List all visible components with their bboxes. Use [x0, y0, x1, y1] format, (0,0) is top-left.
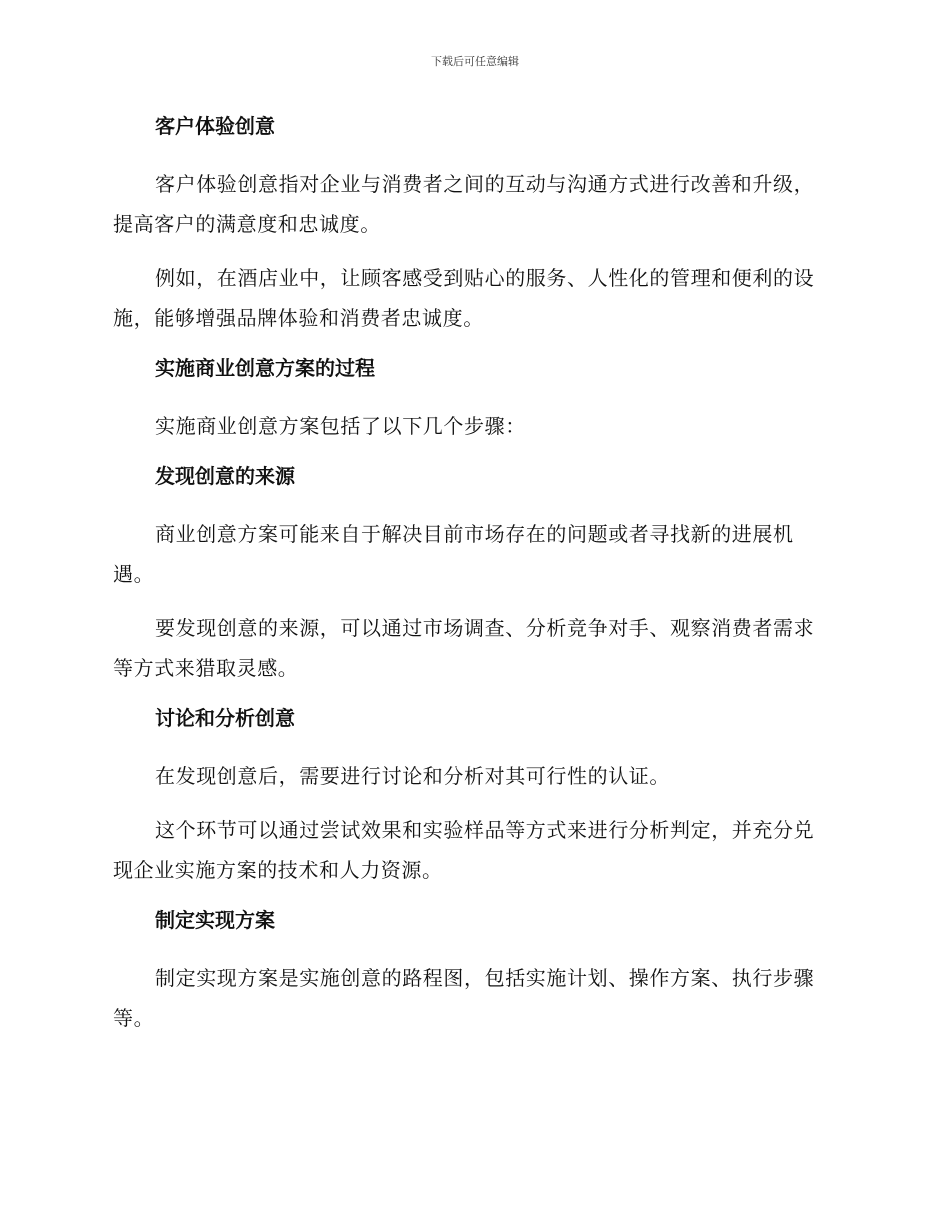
paragraph: 制定实现方案是实施创意的路程图，包括实施计划、操作方案、执行步骤等。: [113, 966, 815, 1030]
paragraph: 实施商业创意方案包括了以下几个步骤：: [155, 414, 526, 438]
section-heading-implementation-process: 实施商业创意方案的过程: [155, 356, 375, 380]
paragraph: 这个环节可以通过尝试效果和实验样品等方式来进行分析判定，并充分兑现企业实施方案的技术和人力资源。: [113, 818, 815, 882]
section-heading-implementation-plan: 制定实现方案: [155, 908, 275, 932]
page-header: 下载后可任意编辑: [431, 55, 519, 68]
paragraph: 要发现创意的来源，可以通过市场调查、分析竞争对手、观察消费者需求等方式来猎取灵感。: [113, 616, 815, 680]
paragraph: 客户体验创意指对企业与消费者之间的互动与沟通方式进行改善和升级，提高客户的满意度和忠诚度。: [113, 172, 815, 236]
paragraph: 商业创意方案可能来自于解决目前市场存在的问题或者寻找新的进展机遇。: [113, 522, 794, 586]
section-heading-idea-source: 发现创意的来源: [155, 464, 295, 488]
document-body: [113, 110, 833, 1038]
paragraph: 在发现创意后，需要进行讨论和分析对其可行性的认证。: [155, 764, 670, 788]
section-heading-customer-experience: 客户体验创意: [155, 114, 275, 138]
section-heading-discuss-analyze: 讨论和分析创意: [155, 706, 295, 730]
paragraph: 例如，在酒店业中，让顾客感受到贴心的服务、人性化的管理和便利的设施，能够增强品牌体验和消费者忠诚度。: [113, 266, 815, 330]
